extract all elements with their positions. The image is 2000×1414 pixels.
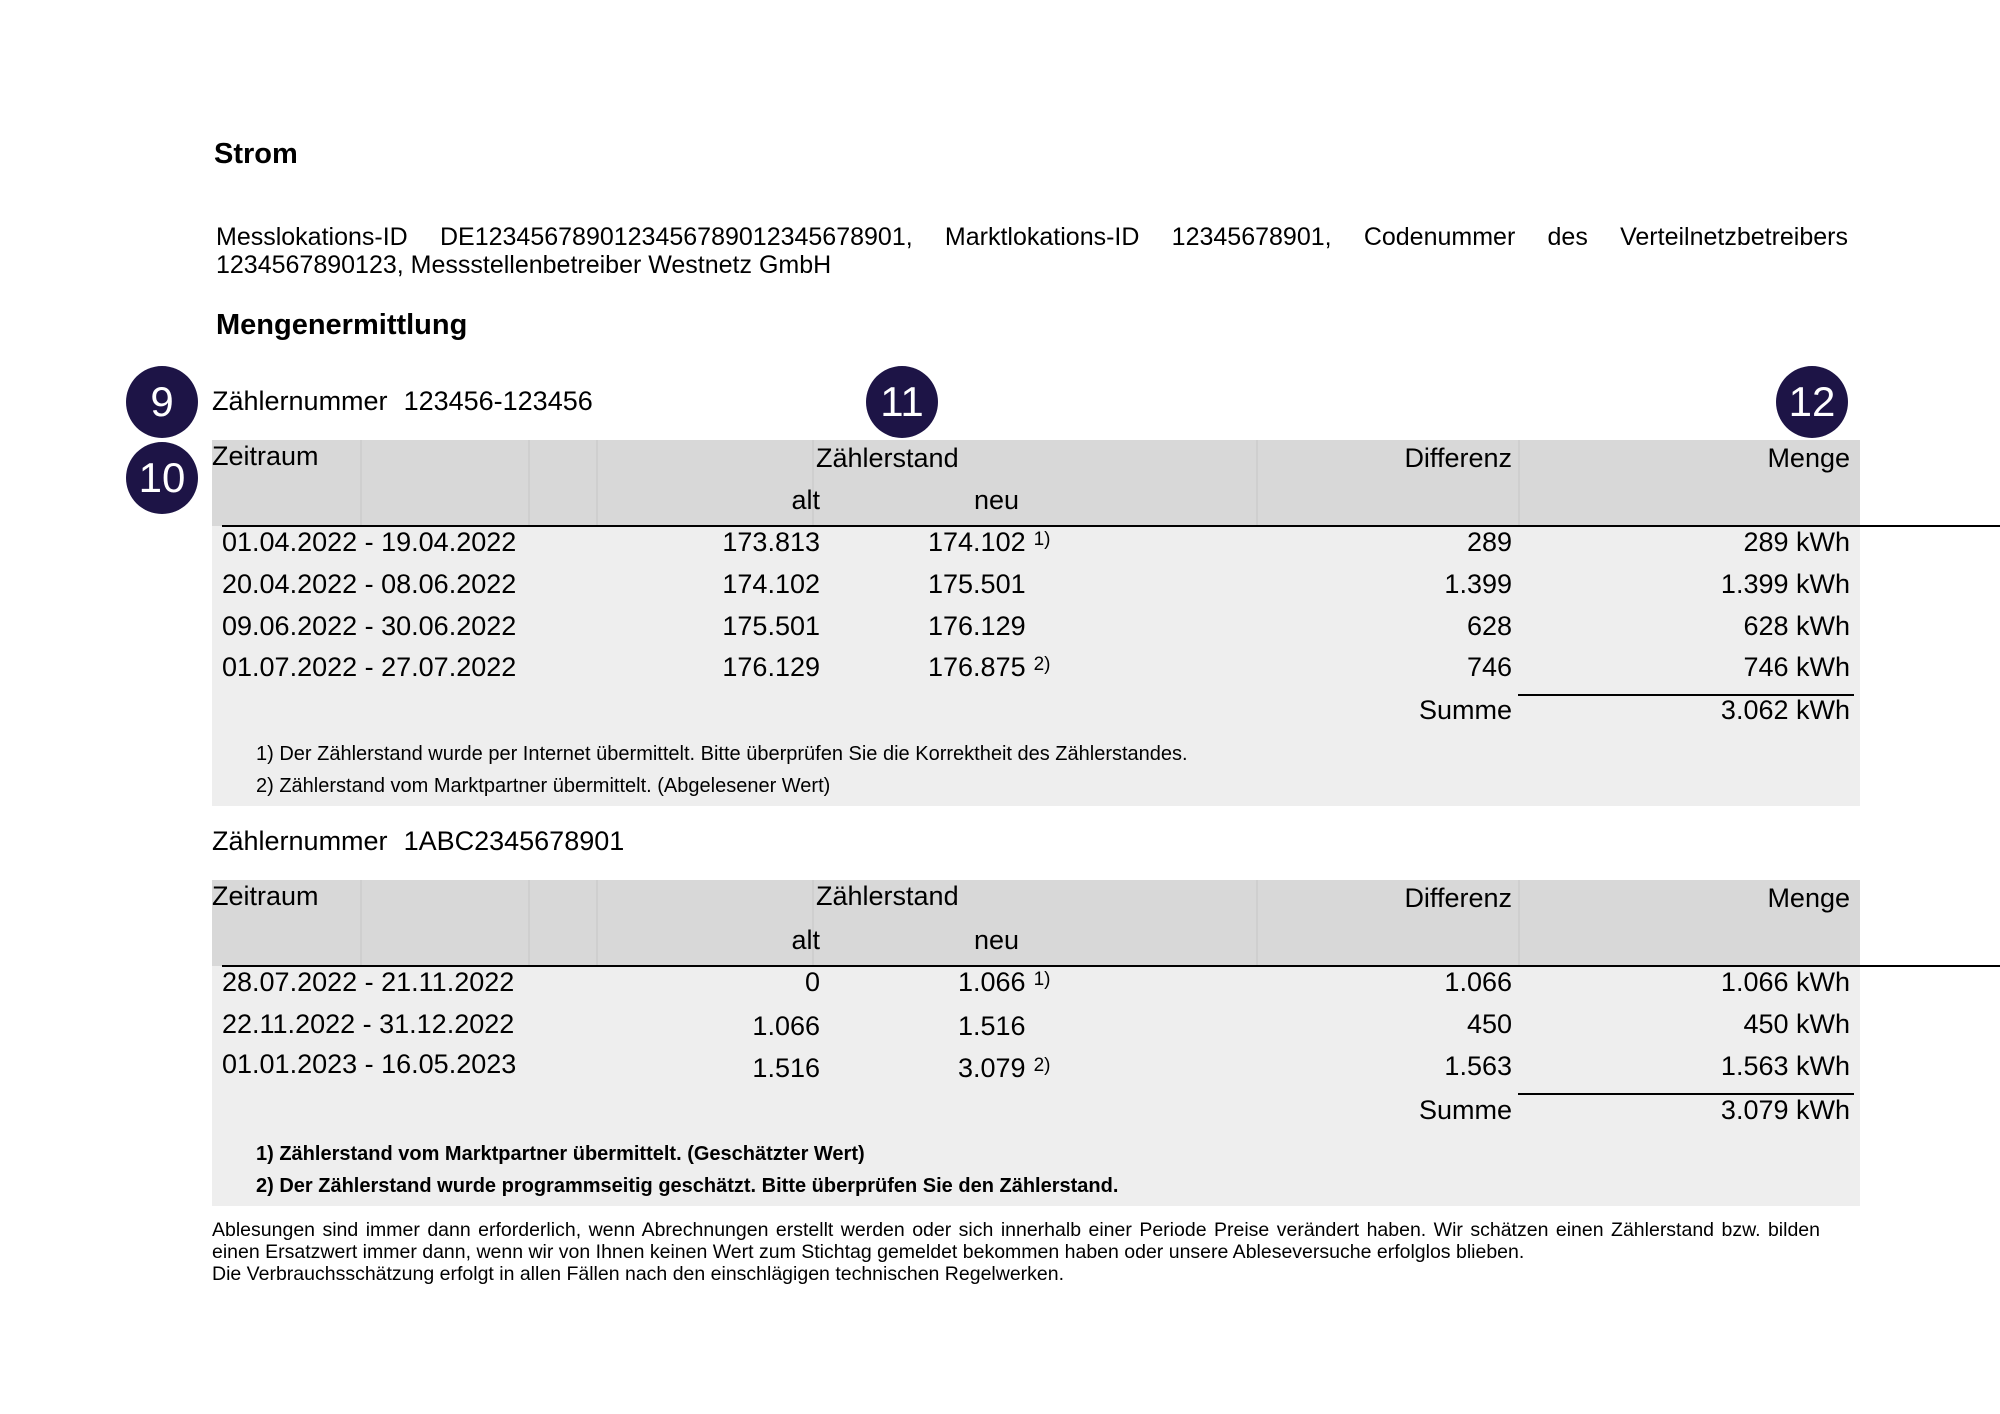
difference: 289 [1466,527,1512,557]
footnote: 2) Der Zählerstand wurde programmseitig geschätzt. Bitte überprüfen Sie den Zählerstand. [256,1175,1119,1197]
sum-label: Summe [1418,1095,1512,1125]
difference: 746 [1466,652,1512,682]
reading-old: 175.501 [722,611,820,641]
quantity: 289 kWh [1743,527,1850,557]
quantity: 1.563 kWh [1720,1051,1850,1081]
period: 01.07.2022 - 27.07.2022 [222,652,517,682]
quantity: 628 kWh [1743,611,1850,641]
badge-12: 12 [1776,366,1848,438]
col-zaehlerstand: Zählerstand [816,443,959,473]
meter-label-text: Zählernummer [212,826,388,856]
footnote-ref: 2) [1033,654,1051,675]
col-neu: neu [974,925,1020,955]
reading-new: 175.501 [928,569,1026,599]
reading-new: 1.066 $^{1)}$ [958,967,1051,997]
difference: 1.563 [1444,1051,1512,1081]
quantity: 1.399 kWh [1720,569,1850,599]
meter-number: 1ABC2345678901 [403,826,625,856]
period: 20.04.2022 - 08.06.2022 [222,569,517,599]
badge-11: 11 [866,366,938,438]
difference: 628 [1466,611,1512,641]
reading-old: 1.516 [752,1053,820,1083]
period: 22.11.2022 - 31.12.2022 [222,1009,515,1039]
meter-table [212,880,1860,1206]
reading-old: 174.102 [722,569,820,599]
meter-label-text: Zählernummer [212,386,388,416]
footnote-ref: 1) [1033,529,1051,550]
reading-old: 1.066 [752,1011,820,1041]
period: 28.07.2022 - 21.11.2022 [222,967,515,997]
quantity: 746 kWh [1743,652,1850,682]
footnote: 2) Zählerstand vom Marktpartner übermittelt. (Abgelesener Wert) [256,775,831,797]
col-alt: alt [791,925,820,955]
footer-paragraph: Ablesungen sind immer dann erforderlich, wenn Abrechnungen erstellt werden oder sich innerhalb einer Periode Preise verändert haben. Wir schätzen einen Zählerstand bzw. bilden einen Ersatzwert immer dann, wenn wir von Ihnen keinen Wert zum Stichtag gemeldet bekommen haben oder unsere Ableseversuche erfolglos blieben. [212,1219,1820,1263]
sum-value: 3.079 kWh [1720,1095,1850,1125]
col-menge: Menge [1767,443,1850,473]
col-zeitraum: Zeitraum [212,881,319,911]
reading-new: 174.102 $^{1)}$ [928,527,1051,557]
reading-old: 173.813 [722,527,820,557]
col-neu: neu [974,485,1020,515]
col-alt: alt [791,485,820,515]
reading-new: 3.079 $^{2)}$ [958,1053,1051,1083]
footnote: 1) Der Zählerstand wurde per Internet übermittelt. Bitte überprüfen Sie die Korrektheit des Zählerstandes. [256,743,1188,765]
reading-new: 176.875 $^{2)}$ [928,652,1051,682]
footer-text [212,1219,1820,1285]
col-zeitraum: Zeitraum [212,441,319,471]
quantity: 1.066 kWh [1720,967,1850,997]
reading-new: 176.129 [928,611,1026,641]
reading-new: 1.516 [958,1011,1026,1041]
footnote: 1) Zählerstand vom Marktpartner übermittelt. (Geschätzter Wert) [256,1143,865,1165]
table-header [212,880,1860,966]
reading-old: 176.129 [722,652,820,682]
col-differenz: Differenz [1404,883,1512,913]
section-title: Strom [214,138,298,170]
sum-value: 3.062 kWh [1720,695,1850,725]
meter-table [212,440,1860,806]
difference: 1.066 [1444,967,1512,997]
badge-10: 10 [126,442,198,514]
footnote-ref: 2) [1033,1055,1051,1076]
period: 01.04.2022 - 19.04.2022 [222,527,517,557]
footer-paragraph: Die Verbrauchsschätzung erfolgt in allen Fällen nach den einschlägigen technischen Regelwerken. [212,1263,1065,1285]
badge-9: 9 [126,366,198,438]
difference: 1.399 [1444,569,1512,599]
reading-old: 0 [804,967,820,997]
table-header [212,440,1860,526]
meter-number: 123456-123456 [403,386,593,416]
footnote-ref: 1) [1033,969,1051,990]
sum-label: Summe [1418,695,1512,725]
col-differenz: Differenz [1404,443,1512,473]
quantity: 450 kWh [1743,1009,1850,1039]
meter-number-label [212,386,593,417]
meter-location-info: Messlokations-ID DE1234567890123456789012345678901, Marktlokations-ID 12345678901, Codenummer des Verteilnetzbetreibers 1234567890123, Messstellenbetreiber Westnetz GmbH [216,223,1848,279]
subsection-title: Mengenermittlung [216,309,468,341]
difference: 450 [1466,1009,1512,1039]
period: 01.01.2023 - 16.05.2023 [222,1049,517,1079]
meter-number-label [212,826,624,857]
col-zaehlerstand: Zählerstand [816,881,959,911]
col-menge: Menge [1767,883,1850,913]
period: 09.06.2022 - 30.06.2022 [222,611,517,641]
